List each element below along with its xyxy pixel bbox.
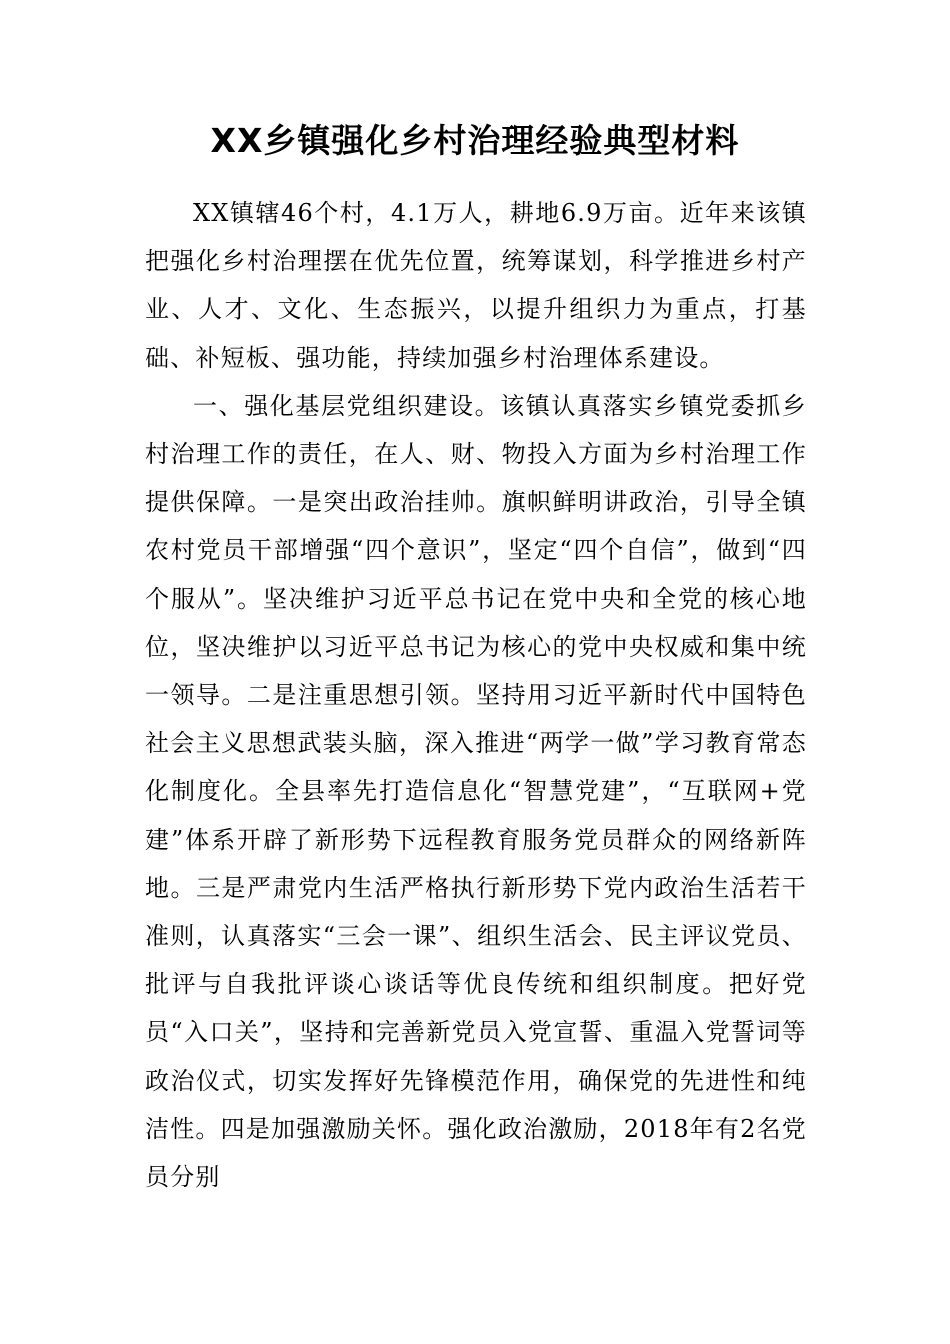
section-one-paragraph: 一、强化基层党组织建设。该镇认真落实乡镇党委抓乡村治理工作的责任，在人、财、物投入方面为乡村治理工作提供保障。一是突出政治挂帅。旗帜鲜明讲政治，引导全镇农村党员干部增强“四个意识”，坚定“四个自信”，做到“四个服从”。坚决维护习近平总书记在党中央和全党的核心地位，坚决维护以习近平总书记为核心的党中央权威和集中统一领导。二是注重思想引领。坚持用习近平新时代中国特色社会主义思想武装头脑，深入推进“两学一做”学习教育常态化制度化。全县率先打造信息化“智慧党建”，“互联网+党建”体系开辟了新形势下远程教育服务党员群众的网络新阵地。三是严肃党内生活严格执行新形势下党内政治生活若干准则，认真落实“三会一课”、组织生活会、民主评议党员、批评与自我批评谈心谈话等优良传统和组织制度。把好党员“入口关”，坚持和完善新党员入党宣誓、重温入党誓词等政治仪式，切实发挥好先锋模范作用，确保党的先进性和纯洁性。四是加强激励关怀。强化政治激励，2018年有2名党员分别 <box>145 391 807 1192</box>
intro-paragraph: XX镇辖46个村，4.1万人，耕地6.9万亩。近年来该镇把强化乡村治理摆在优先位置，统筹谋划，科学推进乡村产业、人才、文化、生态振兴，以提升组织力为重点，打基础、补短板、强功能，持续加强乡村治理体系建设。 <box>145 199 807 372</box>
document-body <box>145 189 807 1201</box>
document-title: XX乡镇强化乡村治理经验典型材料 <box>210 121 740 160</box>
